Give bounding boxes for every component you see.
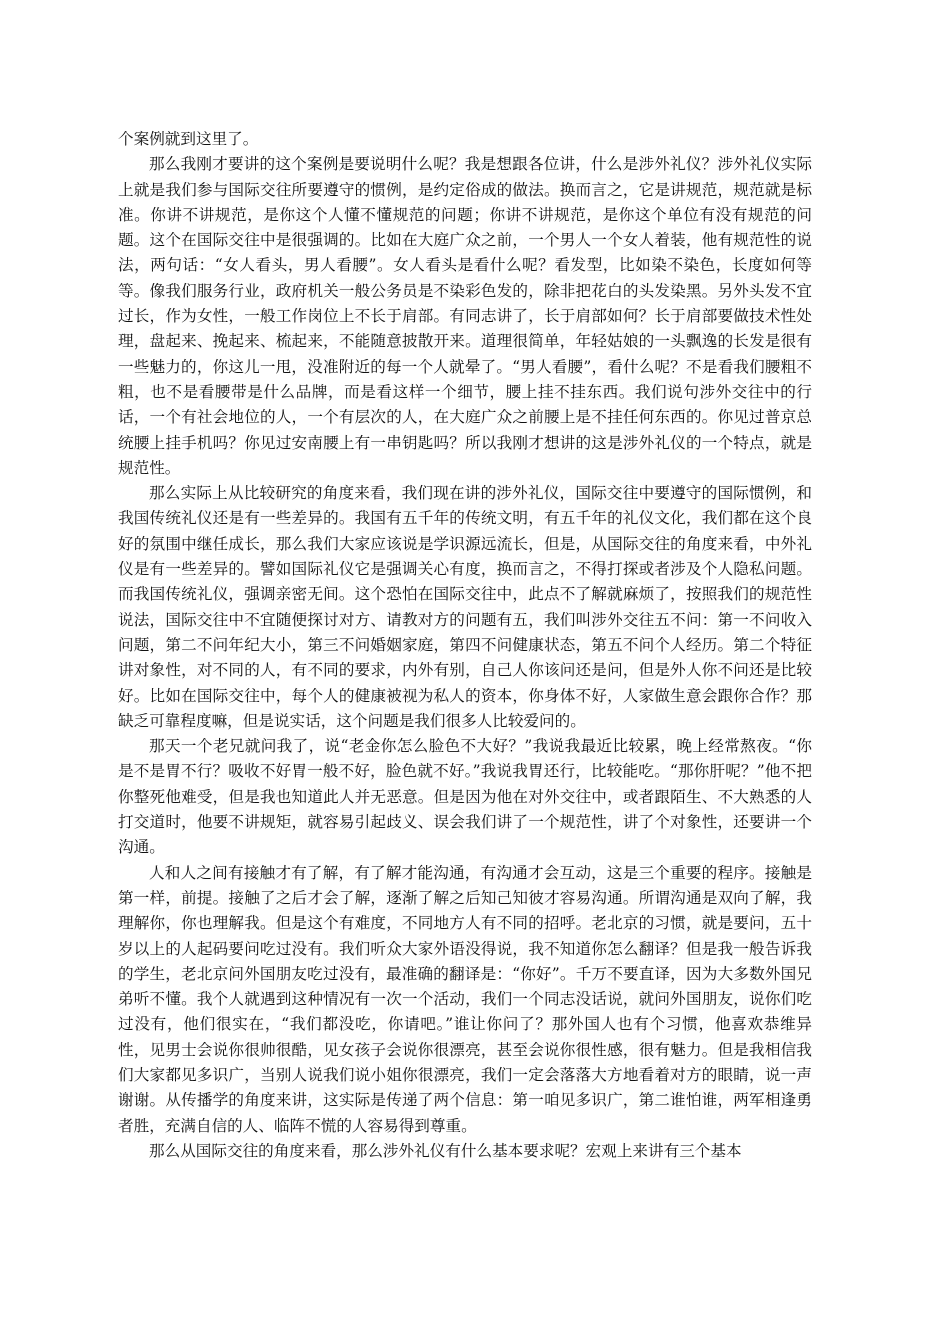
paragraph-anecdote: 那天一个老兄就问我了，说“老金你怎么脸色不大好？”我说我最近比较累，晚上经常熬夜。“你是不是胃不行？吸收不好胃一般不好，脸色就不好。”我说我胃还行，比较能吃。“那你肝呢？”他不把你整死他难受，但是我也知道此人并无恶意。但是因为他在对外交往中，或者跟陌生、不大熟悉的人打交道时，他要不讲规矩，就容易引起歧义、误会我们讲了一个规范性，讲了个对象性，还要讲一个沟通。 bbox=[118, 737, 812, 857]
paragraph-etiquette-definition: 那么我刚才要讲的这个案例是要说明什么呢？我是想跟各位讲，什么是涉外礼仪？涉外礼仪实际上就是我们参与国际交往所要遵守的惯例，是约定俗成的做法。换而言之，它是讲规范，规范就是标准。你讲不讲规范，是你这个人懂不懂规范的问题；你讲不讲规范，是你这个单位有没有规范的问题。这个在国际交往中是很强调的。比如在大庭广众之前，一个男人一个女人着装，他有规范性的说法，两句话：“女人看头，男人看腰”。女人看头是看什么呢？看发型，比如染不染色，长度如何等等。像我们服务行业，政府机关一般公务员是不染彩色发的，除非把花白的头发染黑。另外头发不宜过长，作为女性，一般工作岗位上不长于肩部。有同志讲了，长于肩部如何？长于肩部要做技术性处理，盘起来、挽起来、梳起来，不能随意披散开来。道理很简单，年轻姑娘的一头飘逸的长发是很有一些魅力的，你这儿一甩，没准附近的每一个人就晕了。“男人看腰”，看什么呢？不是看我们腰粗不粗，也不是看腰带是什么品牌，而是看这样一个细节，腰上挂不挂东西。我们说句涉外交往中的行话，一个有社会地位的人，一个有层次的人，在大庭广众之前腰上是不挂任何东西的。你见过普京总统腰上挂手机吗？你见过安南腰上有一串钥匙吗？所以我刚才想讲的这是涉外礼仪的一个特点，就是规范性。 bbox=[118, 155, 812, 477]
document-body bbox=[118, 127, 812, 1164]
paragraph-continuation: 个案例就到这里了。 bbox=[118, 130, 259, 148]
paragraph-basic-requirements: 那么从国际交往的角度来看，那么涉外礼仪有什么基本要求呢？宏观上来讲有三个基本 bbox=[149, 1141, 742, 1160]
paragraph-cultural-differences: 那么实际上从比较研究的角度来看，我们现在讲的涉外礼仪，国际交往中要遵守的国际惯例，和我国传统礼仪还是有一些差异的。我国有五千年的传统文明，有五千年的礼仪文化，我们都在这个良好的氛围中继任成长，那么我们大家应该说是学识源远流长，但是，从国际交往的角度来看，中外礼仪是有一些差异的。譬如国际礼仪它是强调关心有度，换而言之，不得打探或者涉及个人隐私问题。而我国传统礼仪，强调亲密无间。这个恐怕在国际交往中，此点不了解就麻烦了，按照我们的规范性说法，国际交往中不宜随便探讨对方、请教对方的问题有五，我们叫涉外交往五不问：第一不问收入问题，第二不问年纪大小，第三不问婚姻家庭，第四不问健康状态，第五不问个人经历。第二个特征讲对象性，对不同的人，有不同的要求，内外有别，自己人你该问还是问，但是外人你不问还是比较好。比如在国际交往中，每个人的健康被视为私人的资本，你身体不好，人家做生意会跟你合作？那缺乏可靠程度嘛，但是说实话，这个问题是我们很多人比较爱问的。 bbox=[118, 484, 812, 730]
paragraph-communication: 人和人之间有接触才有了解，有了解才能沟通，有沟通才会互动，这是三个重要的程序。接触是第一样，前提。接触了之后才会了解，逐渐了解之后知己知彼才容易沟通。所谓沟通是双向了解，我理解你，你也理解我。但是这个有难度，不同地方人有不同的招呼。老北京的习惯，就是要问，五十岁以上的人起码要问吃过没有。我们听众大家外语没得说，我不知道你怎么翻译？但是我一般告诉我的学生，老北京问外国朋友吃过没有，最准确的翻译是：“你好”。千万不要直译，因为大多数外国兄弟听不懂。我个人就遇到这种情况有一次一个活动，我们一个同志没话说，就问外国朋友，说你们吃过没有，他们很实在，“我们都没吃，你请吧。”谁让你问了？那外国人也有个习惯，他喜欢恭维异性，见男士会说你很帅很酷，见女孩子会说你很漂亮，甚至会说你很性感，很有魅力。但是我相信我们大家都见多识广，当别人说我们说小姐你很漂亮，我们一定会落落大方地看着对方的眼睛，说一声谢谢。从传播学的角度来讲，这实际是传递了两个信息：第一咱见多识广，第二谁怕谁，两军相逢勇者胜，充满自信的人、临阵不慌的人容易得到尊重。 bbox=[118, 863, 812, 1135]
